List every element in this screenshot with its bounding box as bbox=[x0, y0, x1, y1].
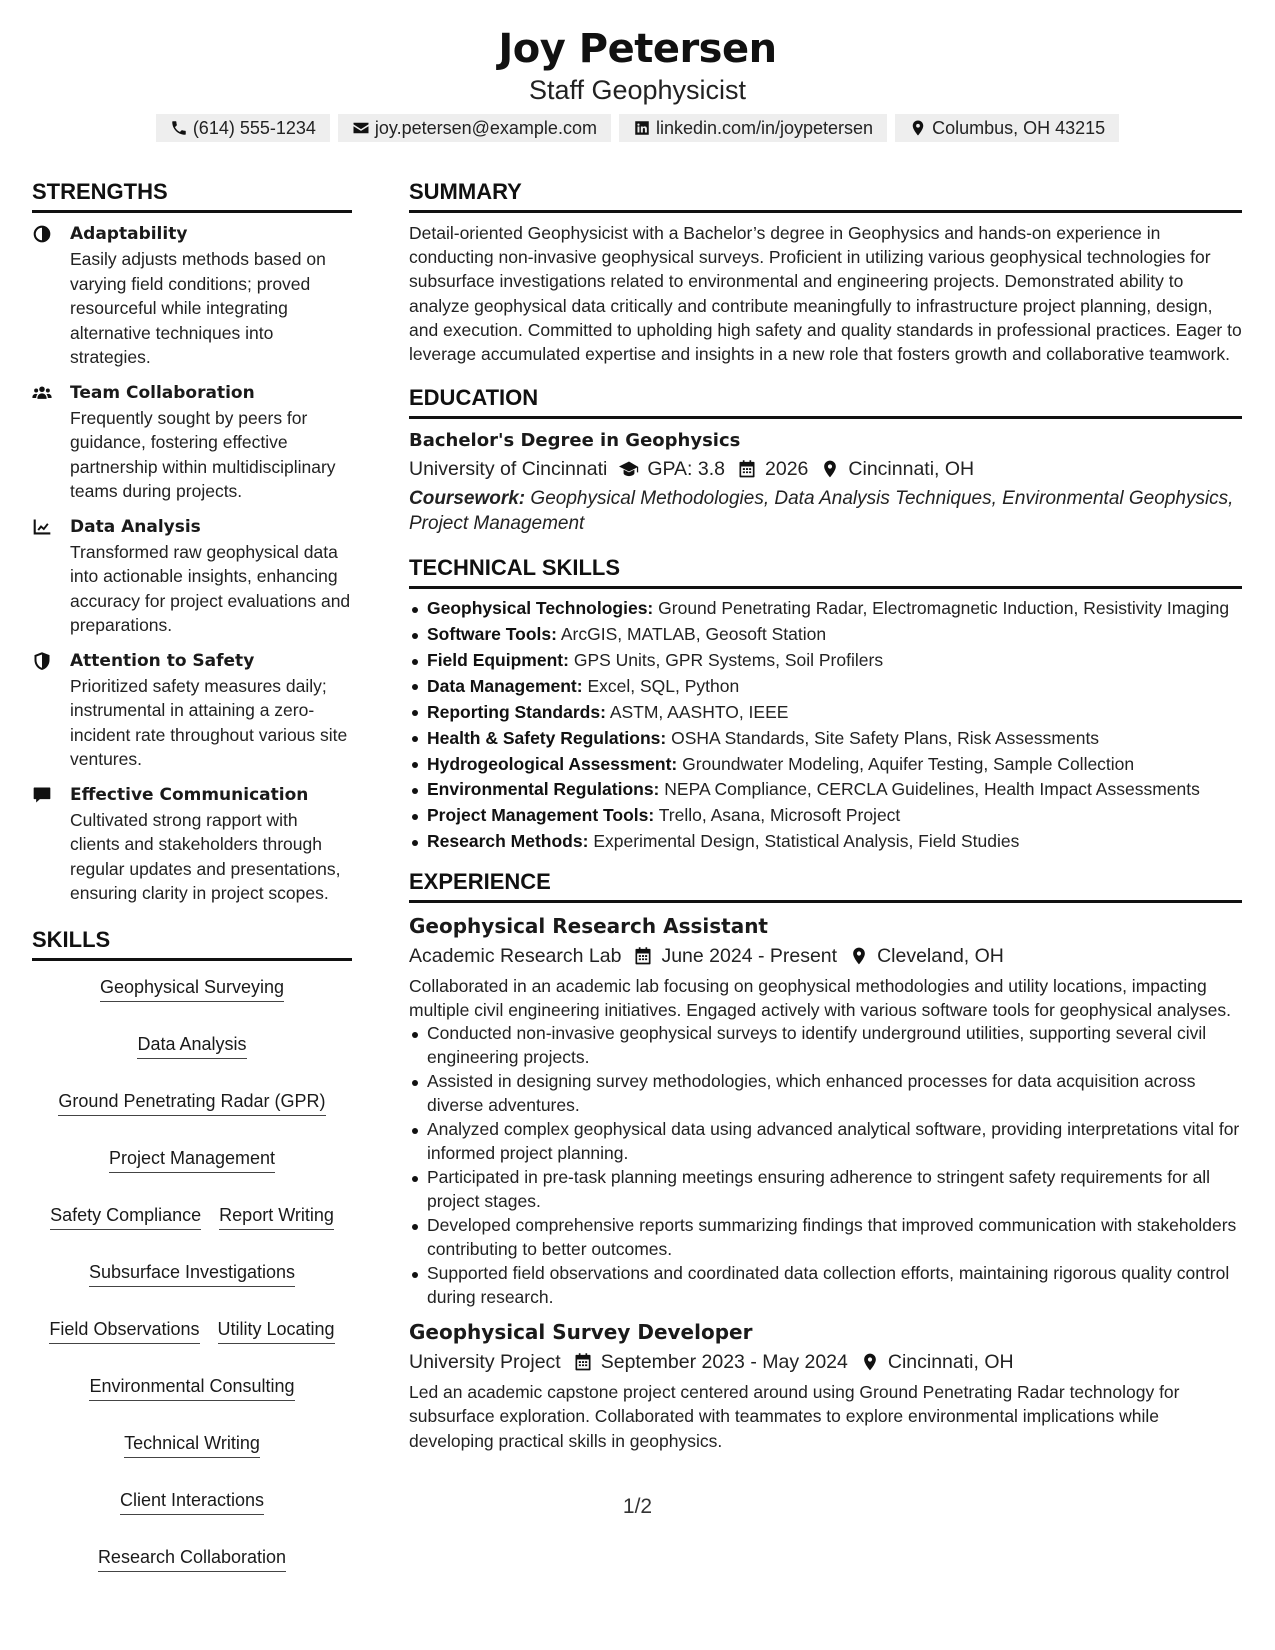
strength-title: Attention to Safety bbox=[70, 650, 255, 671]
linkedin-text[interactable]: linkedin.com/in/joypetersen bbox=[655, 118, 874, 138]
list-item bbox=[409, 778, 1242, 802]
phone-text: (614) 555-1234 bbox=[192, 118, 316, 138]
strength-title: Adaptability bbox=[70, 224, 188, 244]
skill-tag: Safety Compliance bbox=[50, 1203, 201, 1230]
tech-skill-label: Environmental Regulations: bbox=[427, 779, 660, 800]
page-number: 1/2 bbox=[622, 1495, 653, 1518]
list-item bbox=[409, 623, 1242, 647]
job-bullets bbox=[409, 1022, 1242, 1309]
strength-description: Transformed raw geophysical data into actionable insights, enhancing accuracy for project evaluations and preparations. bbox=[70, 541, 351, 635]
education-degree: Bachelor's Degree in Geophysics bbox=[409, 430, 741, 452]
resume-header bbox=[0, 24, 1275, 142]
chart-line-icon bbox=[32, 517, 52, 537]
skills-heading: SKILLS bbox=[32, 926, 352, 961]
location-pin-icon bbox=[860, 1352, 880, 1372]
list-item bbox=[409, 675, 1242, 699]
list-item bbox=[409, 597, 1242, 621]
skill-tag: Geophysical Surveying bbox=[100, 975, 284, 1002]
list-item bbox=[409, 753, 1242, 777]
list-item: Assisted in designing survey methodologies, which enhanced processes for data acquisition across diverse adventures. bbox=[409, 1070, 1242, 1117]
list-item: Analyzed complex geophysical data using advanced analytical software, providing interpretations vital for informed project planning. bbox=[409, 1118, 1242, 1165]
list-item: Conducted non-invasive geophysical surveys to identify underground utilities, supporting several civil engineering projects. bbox=[409, 1022, 1242, 1069]
tech-skill-value: GPS Units, GPR Systems, Soil Profilers bbox=[573, 650, 884, 670]
candidate-name: Joy Petersen bbox=[498, 26, 777, 72]
strength-item bbox=[32, 782, 352, 906]
job-dates: September 2023 - May 2024 bbox=[600, 1351, 848, 1374]
linkedin-icon bbox=[633, 119, 651, 137]
tech-skill-value: ArcGIS, MATLAB, Geosoft Station bbox=[560, 624, 827, 645]
education-location: Cincinnati, OH bbox=[848, 458, 975, 481]
job-summary: Collaborated in an academic lab focusing on geophysical methodologies and utility locations, impacting multiple civil engineering initiatives. Engaged actively with various software tools for geophysical analyses. bbox=[409, 975, 1231, 1020]
users-icon bbox=[32, 383, 52, 403]
tech-skill-label: Research Methods: bbox=[427, 831, 589, 852]
shield-icon bbox=[32, 651, 52, 671]
half-circle-icon bbox=[32, 224, 52, 244]
list-item: Developed comprehensive reports summarizing findings that improved communication with stakeholders contributing to better outcomes. bbox=[409, 1214, 1242, 1261]
tech-skill-label: Health & Safety Regulations: bbox=[427, 727, 667, 748]
skill-tag: Data Analysis bbox=[137, 1032, 246, 1059]
skill-tag: Field Observations bbox=[49, 1317, 199, 1344]
list-item: Participated in pre-task planning meetings ensuring adherence to stringent safety requirements for all project stages. bbox=[409, 1166, 1242, 1213]
tech-skill-value: Groundwater Modeling, Aquifer Testing, Sample Collection bbox=[682, 753, 1135, 774]
location-text: Columbus, OH 43215 bbox=[932, 118, 1106, 138]
candidate-title: Staff Geophysicist bbox=[528, 75, 747, 105]
strengths-heading: STRENGTHS bbox=[32, 178, 352, 213]
contact-location bbox=[895, 114, 1119, 142]
job-meta bbox=[409, 941, 1242, 971]
experience-entry bbox=[409, 1317, 1242, 1453]
strength-description: Prioritized safety measures daily; instrumental in attaining a zero-incident rate throughout various site ventures. bbox=[70, 675, 348, 769]
strength-description: Easily adjusts methods based on varying field conditions; proved resourceful while integrating alternative techniques into strategies. bbox=[70, 249, 326, 367]
skill-tag: Utility Locating bbox=[218, 1317, 335, 1344]
contact-phone bbox=[156, 114, 330, 142]
contact-bar bbox=[0, 114, 1275, 142]
summary-text: Detail-oriented Geophysicist with a Bachelor’s degree in Geophysics and hands-on experience in conducting non-invasive geophysical surveys. Proficient in utilizing various geophysical technologies for subsurface investigations related to environmental and engineering projects. Demonstrated ability to analyze geophysical data critically and contribute meaningfully to infrastructure project planning, design, and execution. Committed to upholding high safety and quality standards in professional practices. Eager to leverage accumulated expertise and insights in a new role that fosters growth and collaborative teamwork. bbox=[409, 223, 1242, 365]
skill-tag: Project Management bbox=[109, 1146, 275, 1173]
summary-heading: SUMMARY bbox=[409, 178, 1242, 213]
technical-skills-heading: TECHNICAL SKILLS bbox=[409, 554, 1242, 589]
education-heading: EDUCATION bbox=[409, 384, 1242, 419]
list-item bbox=[409, 804, 1242, 828]
skill-tag: Technical Writing bbox=[124, 1431, 260, 1458]
skill-tag: Client Interactions bbox=[120, 1488, 264, 1515]
strength-title: Effective Communication bbox=[70, 784, 309, 805]
contact-email[interactable] bbox=[338, 114, 611, 142]
strength-item bbox=[32, 514, 352, 638]
strength-item bbox=[32, 380, 352, 504]
coursework-list: Geophysical Methodologies, Data Analysis Techniques, Environmental Geophysics, Project Management bbox=[409, 488, 1234, 534]
tech-skill-value: Experimental Design, Statistical Analysis, Field Studies bbox=[593, 831, 1020, 852]
calendar-icon bbox=[633, 946, 653, 966]
strength-description: Cultivated strong rapport with clients and stakeholders through regular updates and presentations, ensuring clarity in project scopes. bbox=[70, 809, 341, 903]
skill-tag: Research Collaboration bbox=[98, 1545, 286, 1572]
job-meta bbox=[409, 1347, 1242, 1377]
strength-title: Data Analysis bbox=[70, 516, 201, 537]
tech-skill-value: Excel, SQL, Python bbox=[587, 675, 740, 696]
education-year: 2026 bbox=[765, 458, 809, 481]
list-item bbox=[409, 727, 1242, 751]
job-organization: Academic Research Lab bbox=[409, 944, 622, 967]
tech-skill-label: Field Equipment: bbox=[427, 650, 569, 670]
technical-skills-list bbox=[409, 597, 1242, 854]
tech-skill-value: Ground Penetrating Radar, Electromagnetic Induction, Resistivity Imaging bbox=[658, 598, 1230, 619]
strength-item bbox=[32, 648, 352, 772]
skills-list bbox=[32, 969, 352, 1572]
coursework-label: Coursework: bbox=[409, 488, 526, 510]
education-coursework bbox=[409, 487, 1242, 536]
skill-tag: Subsurface Investigations bbox=[89, 1260, 295, 1287]
job-location: Cleveland, OH bbox=[877, 944, 1004, 967]
left-column bbox=[32, 178, 352, 1572]
tech-skill-label: Geophysical Technologies: bbox=[427, 598, 654, 619]
tech-skill-label: Project Management Tools: bbox=[427, 805, 655, 826]
job-dates: June 2024 - Present bbox=[661, 944, 838, 967]
strength-item bbox=[32, 221, 352, 370]
education-gpa: GPA: 3.8 bbox=[647, 458, 726, 481]
tech-skill-label: Software Tools: bbox=[427, 624, 557, 645]
job-location: Cincinnati, OH bbox=[887, 1351, 1014, 1374]
skill-tag: Environmental Consulting bbox=[89, 1374, 294, 1401]
tech-skill-value: Trello, Asana, Microsoft Project bbox=[658, 805, 901, 826]
graduation-cap-icon bbox=[619, 459, 639, 479]
strengths-list bbox=[32, 221, 352, 906]
tech-skill-label: Hydrogeological Assessment: bbox=[427, 753, 678, 774]
location-pin-icon bbox=[820, 459, 840, 479]
phone-icon bbox=[170, 119, 188, 137]
education-meta bbox=[409, 454, 1242, 484]
contact-linkedin[interactable] bbox=[619, 114, 887, 142]
strength-title: Team Collaboration bbox=[70, 382, 255, 403]
education-school: University of Cincinnati bbox=[409, 458, 608, 481]
skill-tag: Ground Penetrating Radar (GPR) bbox=[58, 1089, 325, 1116]
list-item bbox=[409, 649, 1242, 673]
strength-description: Frequently sought by peers for guidance, fostering effective partnership within multidisciplinary teams during projects. bbox=[70, 407, 336, 501]
tech-skill-label: Reporting Standards: bbox=[427, 701, 606, 722]
experience-entry bbox=[409, 911, 1242, 1309]
tech-skill-value: NEPA Compliance, CERCLA Guidelines, Health Impact Assessments bbox=[664, 779, 1200, 800]
mail-icon bbox=[352, 119, 370, 137]
skill-tag: Report Writing bbox=[219, 1203, 334, 1230]
tech-skill-value: ASTM, AASHTO, IEEE bbox=[609, 701, 789, 722]
job-title: Geophysical Research Assistant bbox=[409, 913, 768, 938]
location-pin-icon bbox=[849, 946, 869, 966]
calendar-icon bbox=[737, 459, 757, 479]
experience-heading: EXPERIENCE bbox=[409, 868, 1242, 903]
job-title: Geophysical Survey Developer bbox=[409, 1320, 753, 1345]
tech-skill-value: OSHA Standards, Site Safety Plans, Risk Assessments bbox=[671, 727, 1100, 748]
job-organization: University Project bbox=[409, 1351, 561, 1374]
list-item bbox=[409, 830, 1242, 854]
right-column bbox=[409, 178, 1242, 1453]
location-pin-icon bbox=[909, 119, 927, 137]
tech-skill-label: Data Management: bbox=[427, 675, 583, 696]
calendar-icon bbox=[573, 1352, 593, 1372]
job-summary: Led an academic capstone project centered around using Ground Penetrating Radar technology for subsurface exploration. Collaborated with teammates to explore environmental implications while developing practical skills in geophysics. bbox=[409, 1382, 1180, 1451]
list-item bbox=[409, 701, 1242, 725]
list-item: Supported field observations and coordinated data collection efforts, maintaining rigorous quality control during research. bbox=[409, 1262, 1242, 1309]
email-text[interactable]: joy.petersen@example.com bbox=[374, 118, 597, 138]
comment-icon bbox=[32, 785, 52, 805]
